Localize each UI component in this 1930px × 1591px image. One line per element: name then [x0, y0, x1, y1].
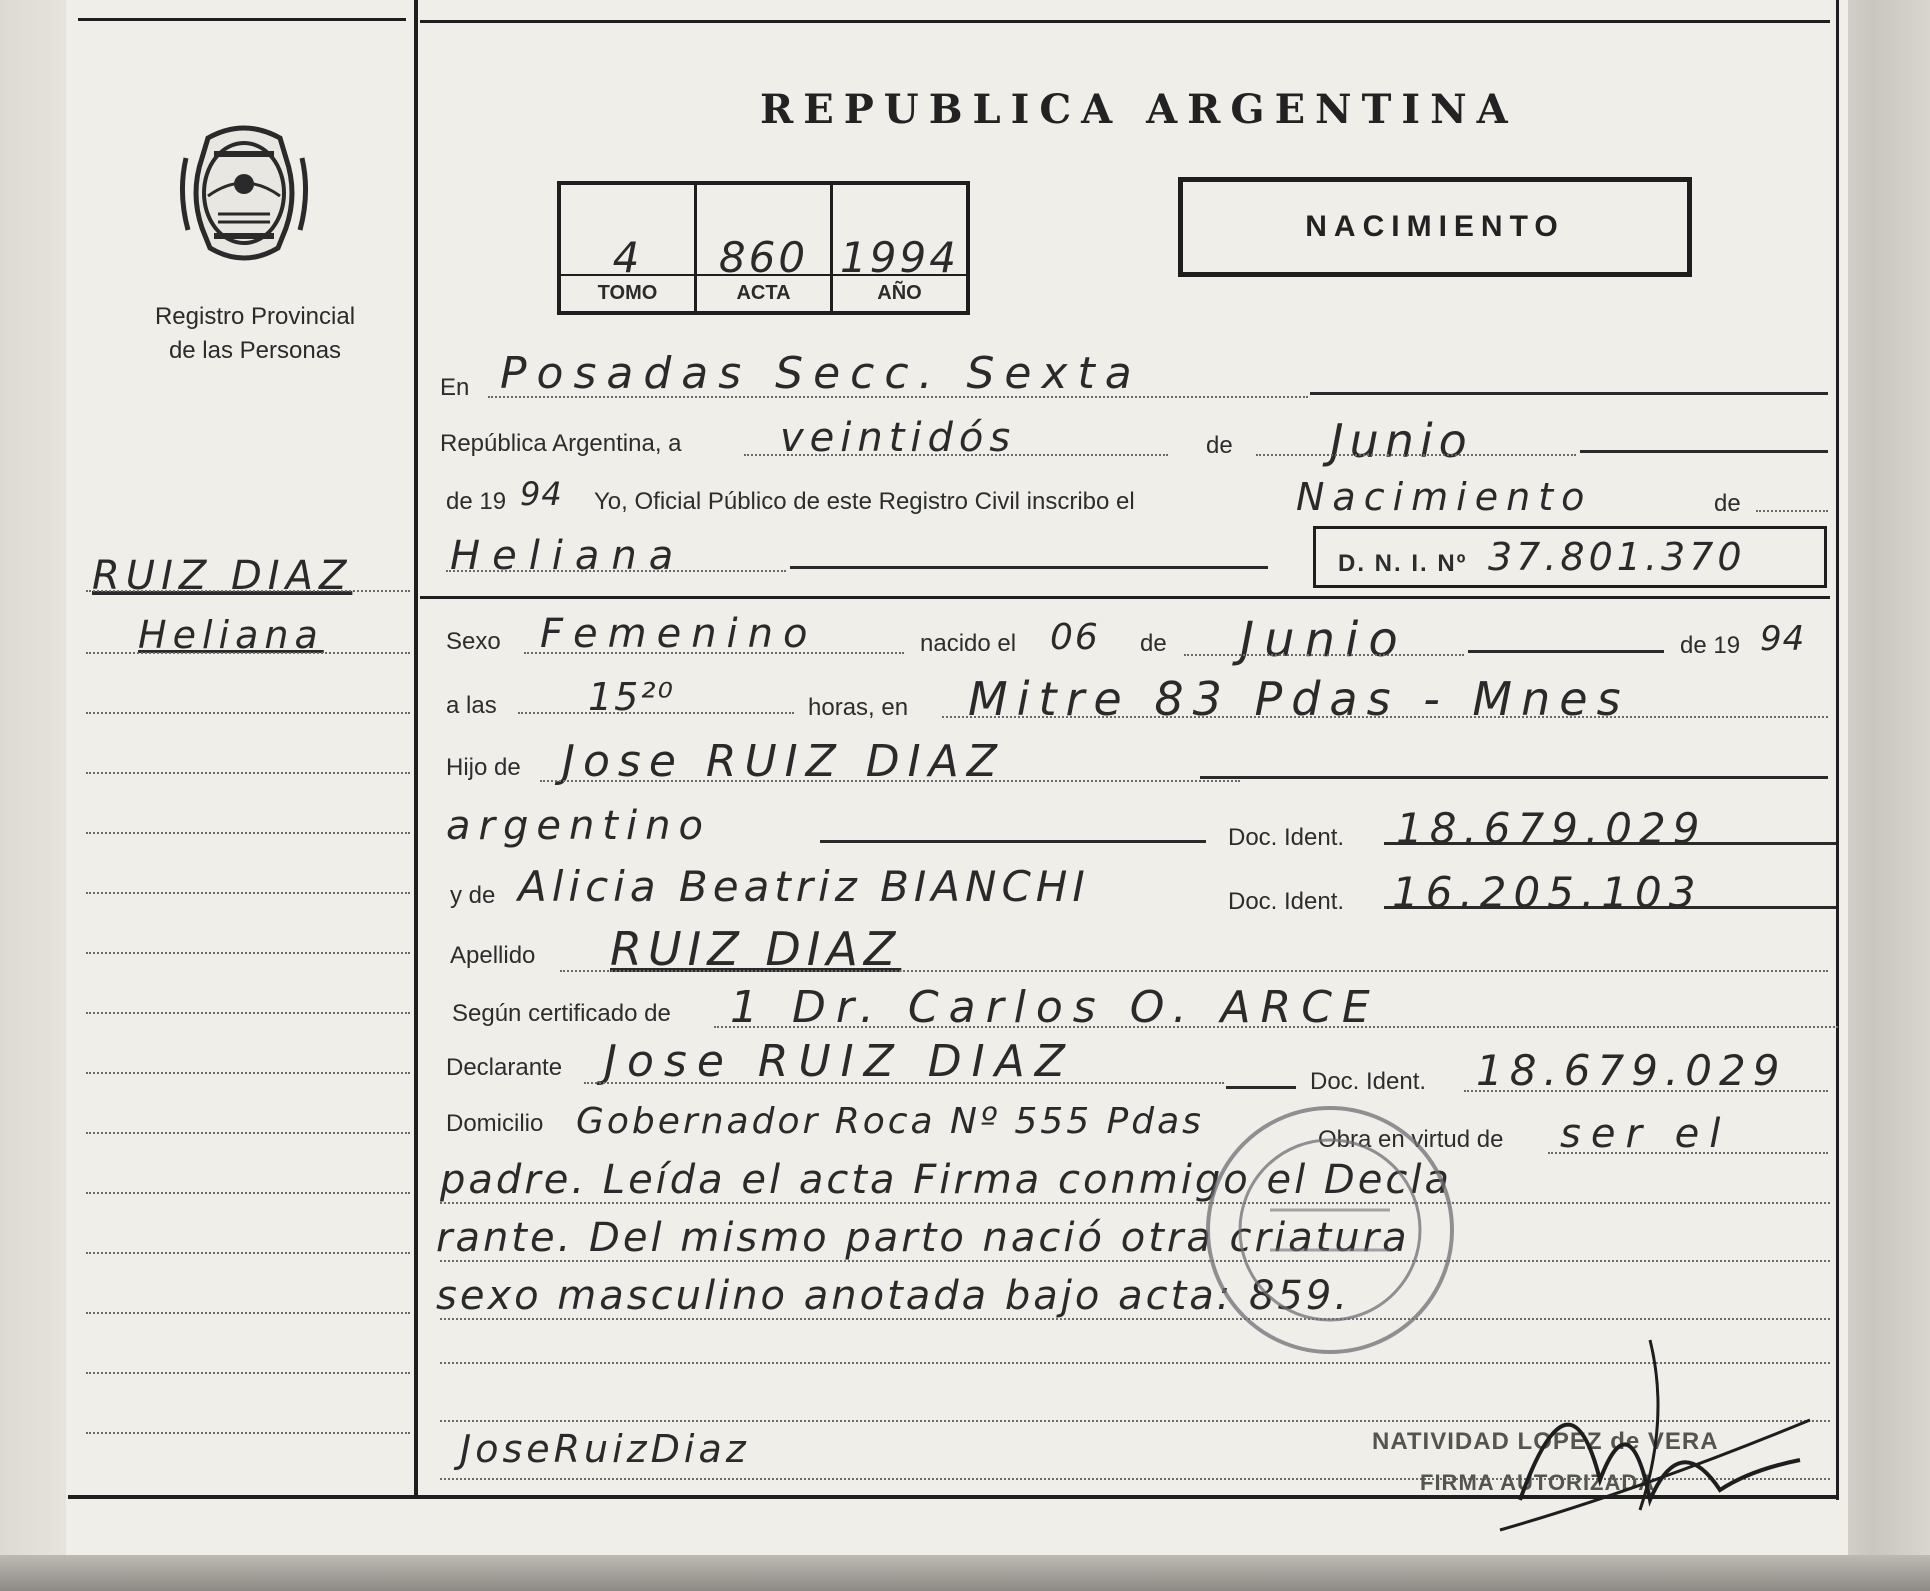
- horas-label: horas, en: [808, 694, 909, 721]
- notes-line3: sexo masculino anotada bajo acta: 859.: [436, 1273, 1351, 1319]
- birth-place: Mitre 83 Pdas - Mnes: [968, 672, 1630, 726]
- margin-line: [86, 652, 410, 654]
- official-signature-icon: [1480, 1300, 1820, 1540]
- declarant-signature: JoseRuizDiaz: [460, 1427, 750, 1471]
- alas-label: a las: [446, 692, 497, 719]
- act-type-label: NACIMIENTO: [1305, 210, 1565, 243]
- margin-line: [86, 1012, 410, 1014]
- form-line-solid: [1226, 1086, 1296, 1089]
- record-table: [557, 181, 970, 315]
- form-line: [744, 454, 1168, 456]
- act-type-box: [1178, 177, 1692, 277]
- form-line: [942, 716, 1828, 718]
- margin-line: [86, 1072, 410, 1074]
- birth-month: Junio: [1240, 612, 1408, 668]
- child-name: Heliana: [450, 533, 686, 579]
- official-name: NATIVIDAD LOPEZ de VERA: [1372, 1428, 1719, 1455]
- mother-doc: 16.205.103: [1392, 868, 1703, 917]
- registry-line1: Registro Provincial: [154, 303, 356, 330]
- tomo-cell: [561, 185, 697, 311]
- margin-line: [86, 590, 410, 592]
- year-prefix-label: de 19: [446, 488, 507, 515]
- official-stamp-icon: [1200, 1100, 1460, 1360]
- declarante-doc: 18.679.029: [1476, 1046, 1787, 1095]
- birth-day: 06: [1050, 617, 1100, 658]
- father-name: Jose RUIZ DIAZ: [562, 736, 1005, 787]
- form-line: [560, 970, 1828, 972]
- domicilio-value: Gobernador Roca Nº 555 Pdas: [576, 1101, 1204, 1142]
- dni-label: D. N. I. Nº: [1338, 550, 1468, 577]
- margin-surname: RUIZ DIAZ: [92, 553, 353, 599]
- form-line: [1464, 1090, 1828, 1092]
- top-rule-left: [78, 18, 406, 21]
- form-line: [584, 1082, 1224, 1084]
- notes-line1: padre. Leída el acta Firma conmigo el Decla: [440, 1157, 1452, 1203]
- day-words: veintidós: [780, 415, 1017, 461]
- obra-value: ser el: [1560, 1111, 1731, 1157]
- certificate-by: 1 Dr. Carlos O. ARCE: [730, 982, 1380, 1033]
- form-line: [1184, 654, 1464, 656]
- margin-line: [86, 1252, 410, 1254]
- registry-line2: de las Personas: [168, 337, 342, 364]
- margin-line: [86, 1312, 410, 1314]
- republica-label: República Argentina, a: [440, 430, 682, 457]
- doc-label-father: Doc. Ident.: [1228, 824, 1345, 851]
- provincial-seal-icon: [178, 118, 310, 268]
- tomo-value: 4: [612, 233, 643, 282]
- form-line: [518, 712, 794, 714]
- official-title: FIRMA AUTORIZADA: [1420, 1470, 1656, 1495]
- margin-line: [86, 712, 410, 714]
- sexo-value: Femenino: [540, 611, 818, 657]
- de-label2: de: [1714, 490, 1741, 517]
- form-line: [440, 1260, 1830, 1262]
- form-line: [488, 396, 1308, 398]
- dni-value: 37.801.370: [1488, 535, 1746, 579]
- father-doc: 18.679.029: [1396, 804, 1707, 853]
- ano-value: 1994: [840, 233, 959, 282]
- right-border: [1836, 0, 1839, 1500]
- doc-label-mother: Doc. Ident.: [1228, 888, 1345, 915]
- ano-label: AÑO: [833, 274, 966, 305]
- doc-label-declarante: Doc. Ident.: [1310, 1068, 1427, 1095]
- document-title: REPUBLICA ARGENTINA: [760, 86, 1518, 133]
- margin-line: [86, 952, 410, 954]
- notes-line2: rante. Del mismo parto nació otra criatura: [436, 1215, 1410, 1261]
- de-label3: de: [1140, 630, 1167, 657]
- margin-line: [86, 1372, 410, 1374]
- margin-line: [86, 1132, 410, 1134]
- form-line: [446, 570, 786, 572]
- form-line-solid: [1200, 776, 1828, 779]
- top-rule-right: [420, 20, 1830, 23]
- form-line: [714, 1026, 1838, 1028]
- margin-line: [86, 892, 410, 894]
- act-word: Nacimiento: [1296, 475, 1593, 519]
- mother-name: Alicia Beatriz BIANCHI: [518, 862, 1090, 911]
- form-line-solid: [820, 840, 1206, 843]
- apellido-value: RUIZ DIAZ: [610, 922, 902, 976]
- birth-year-suffix: 94: [1760, 619, 1806, 659]
- form-line: [540, 780, 1240, 782]
- form-line-solid: [1310, 392, 1828, 395]
- form-line-solid: [790, 566, 1268, 569]
- month-value: Junio: [1330, 414, 1473, 468]
- acta-label: ACTA: [697, 274, 830, 305]
- birth-time: 15²⁰: [588, 675, 675, 719]
- margin-line: [86, 1432, 410, 1434]
- form-line: [524, 652, 904, 654]
- domicilio-label: Domicilio: [446, 1110, 544, 1137]
- form-line: [1256, 454, 1576, 456]
- form-line-solid: [1384, 842, 1836, 845]
- father-nationality: argentino: [446, 803, 711, 849]
- segun-label: Según certificado de: [452, 1000, 671, 1027]
- ano-cell: [833, 185, 966, 311]
- form-line: [1548, 1152, 1828, 1154]
- de19-label: de 19: [1680, 632, 1741, 659]
- hijo-label: Hijo de: [446, 754, 521, 781]
- margin-line: [86, 1192, 410, 1194]
- en-label: En: [440, 374, 470, 401]
- tomo-label: TOMO: [561, 274, 694, 305]
- acta-value: 860: [718, 233, 809, 282]
- yde-label: y de: [450, 882, 496, 909]
- registry-label: [120, 300, 390, 368]
- apellido-label: Apellido: [450, 942, 536, 969]
- acta-cell: [697, 185, 833, 311]
- declarante-name: Jose RUIZ DIAZ: [604, 1036, 1075, 1087]
- year-suffix: 94: [520, 475, 563, 513]
- form-line-solid: [1468, 650, 1664, 653]
- place-value: Posadas Secc. Sexta: [500, 348, 1142, 399]
- yo-label: Yo, Oficial Público de este Registro Civil inscribo el: [594, 488, 1135, 515]
- page-edge-shadow: [0, 1555, 1930, 1591]
- form-line: [1756, 510, 1828, 512]
- form-line: [440, 1202, 1830, 1204]
- declarante-label: Declarante: [446, 1054, 563, 1081]
- de-label: de: [1206, 432, 1233, 459]
- margin-line: [86, 832, 410, 834]
- header-divider: [420, 596, 1830, 599]
- margin-line: [86, 772, 410, 774]
- column-divider: [414, 0, 418, 1497]
- sexo-label: Sexo: [446, 628, 501, 655]
- margin-given-name: Heliana: [138, 613, 324, 657]
- nacido-label: nacido el: [920, 630, 1017, 657]
- form-line-solid: [1384, 906, 1836, 909]
- obra-label: Obra en virtud de: [1318, 1126, 1504, 1153]
- form-line-solid: [1580, 450, 1828, 453]
